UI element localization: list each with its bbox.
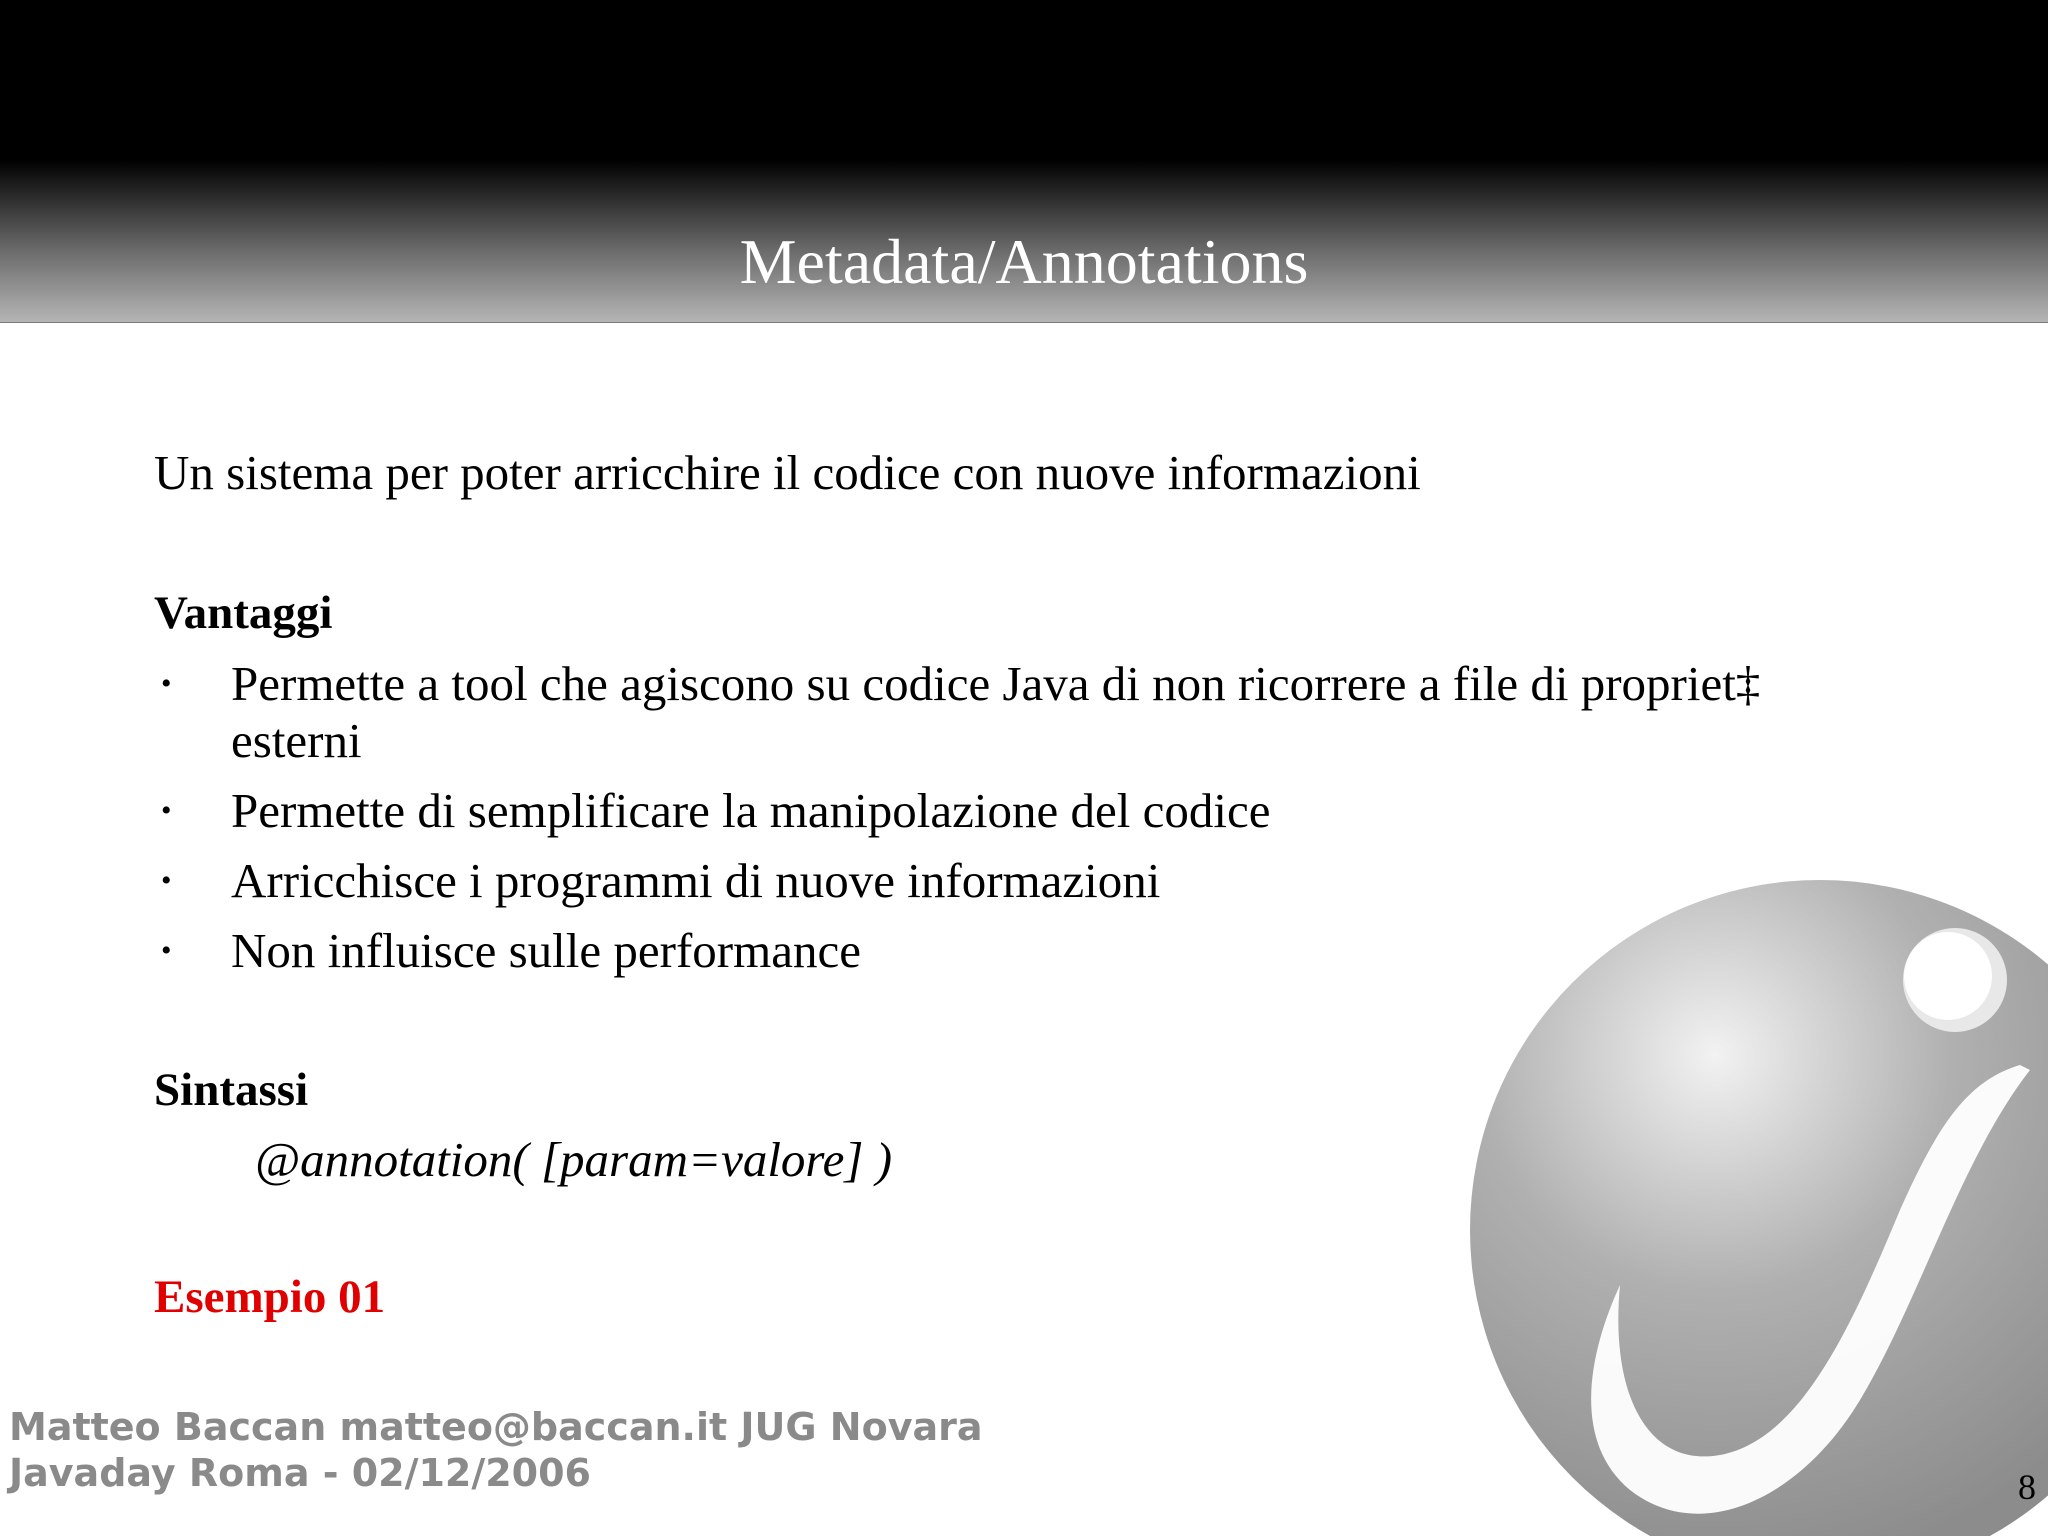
list-item-text: Non influisce sulle performance bbox=[231, 923, 861, 978]
bullet-icon: • bbox=[161, 864, 172, 897]
slide-title: Metadata/Annotations bbox=[739, 226, 1309, 297]
list-item bbox=[154, 782, 1854, 839]
esempio-link[interactable]: Esempio 01 bbox=[154, 1271, 386, 1323]
vantaggi-heading: Vantaggi bbox=[154, 587, 333, 639]
bullet-icon: • bbox=[161, 794, 172, 827]
title-bar bbox=[0, 0, 2048, 323]
list-item-text: Permette di semplificare la manipolazione del codice bbox=[231, 783, 1271, 838]
syntax-example: @annotation( [param=valore] ) bbox=[255, 1132, 893, 1187]
list-item bbox=[154, 852, 1854, 909]
bullet-icon: • bbox=[161, 667, 172, 700]
sintassi-heading: Sintassi bbox=[154, 1064, 309, 1116]
list-item-text: Arricchisce i programmi di nuove informazioni bbox=[231, 853, 1161, 908]
list-item-text: Permette a tool che agiscono su codice Java di non ricorrere a file di propriet‡ esterni bbox=[231, 656, 1761, 768]
footer bbox=[9, 1404, 983, 1496]
list-item bbox=[154, 655, 1931, 769]
footer-author-line: Matteo Baccan matteo@baccan.it JUG Novara bbox=[9, 1405, 983, 1449]
bullet-icon: • bbox=[161, 934, 172, 967]
list-item bbox=[154, 922, 1854, 979]
intro-text: Un sistema per poter arricchire il codice con nuove informazioni bbox=[154, 445, 1421, 500]
vantaggi-list bbox=[154, 655, 1854, 992]
footer-event-line: Javaday Roma - 02/12/2006 bbox=[9, 1451, 591, 1495]
page-number: 8 bbox=[2018, 1467, 2036, 1507]
